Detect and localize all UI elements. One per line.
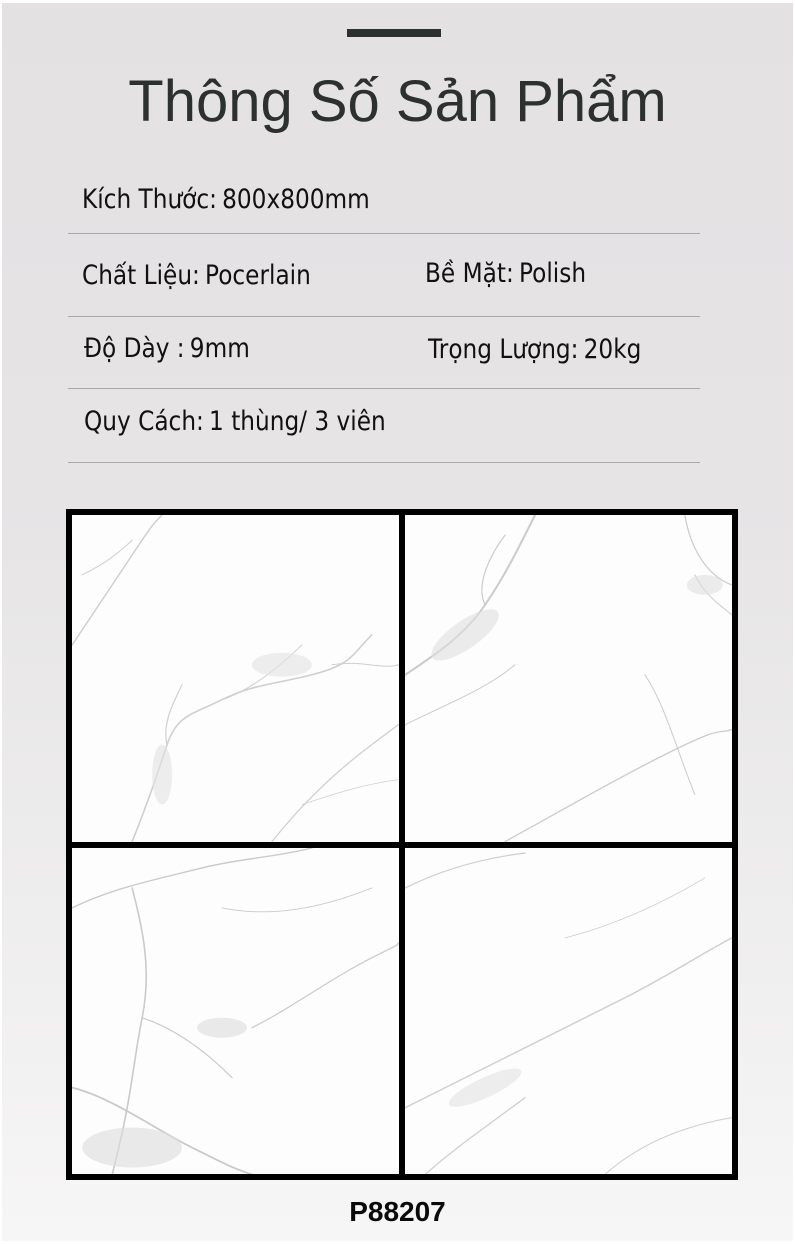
- spec-size: [82, 184, 370, 215]
- marble-vein-pattern: [72, 515, 399, 842]
- tile-preview-grid: [66, 509, 738, 1180]
- spec-weight-label: Trọng Lượng:: [428, 334, 579, 365]
- spec-row-material-surface: [68, 234, 700, 317]
- marble-tile-3: [72, 848, 399, 1175]
- spec-packing-value: 1 thùng/ 3 viên: [209, 406, 386, 437]
- title-accent-bar: [347, 29, 441, 37]
- spec-material-value: Pocerlain: [205, 260, 311, 291]
- spec-weight: [428, 334, 641, 365]
- spec-packing: [84, 406, 386, 437]
- spec-row-packing: [68, 389, 700, 463]
- marble-vein-pattern: [405, 848, 732, 1175]
- spec-thickness-value: 9mm: [189, 333, 250, 364]
- spec-packing-label: Quy Cách:: [84, 406, 204, 437]
- marble-vein-pattern: [72, 848, 399, 1175]
- product-code: P88207: [349, 1196, 446, 1227]
- spec-surface: [425, 258, 586, 289]
- spec-thickness: [84, 333, 250, 364]
- spec-surface-label: Bề Mặt:: [425, 258, 514, 289]
- spec-material: [82, 260, 311, 291]
- marble-vein-pattern: [405, 515, 732, 842]
- spec-weight-value: 20kg: [583, 334, 642, 365]
- spec-row-size: [68, 172, 700, 234]
- marble-tile-2: [405, 515, 732, 842]
- spec-thickness-label: Độ Dày :: [84, 333, 185, 364]
- spec-material-label: Chất Liệu:: [82, 260, 200, 291]
- marble-tile-1: [72, 515, 399, 842]
- page-title: Thông Số Sản Phẩm: [128, 69, 667, 134]
- spec-size-label: Kích Thước:: [82, 184, 217, 215]
- marble-tile-4: [405, 848, 732, 1175]
- spec-size-value: 800x800mm: [222, 184, 370, 215]
- spec-row-thickness-weight: [68, 317, 700, 389]
- spec-surface-value: Polish: [518, 258, 587, 289]
